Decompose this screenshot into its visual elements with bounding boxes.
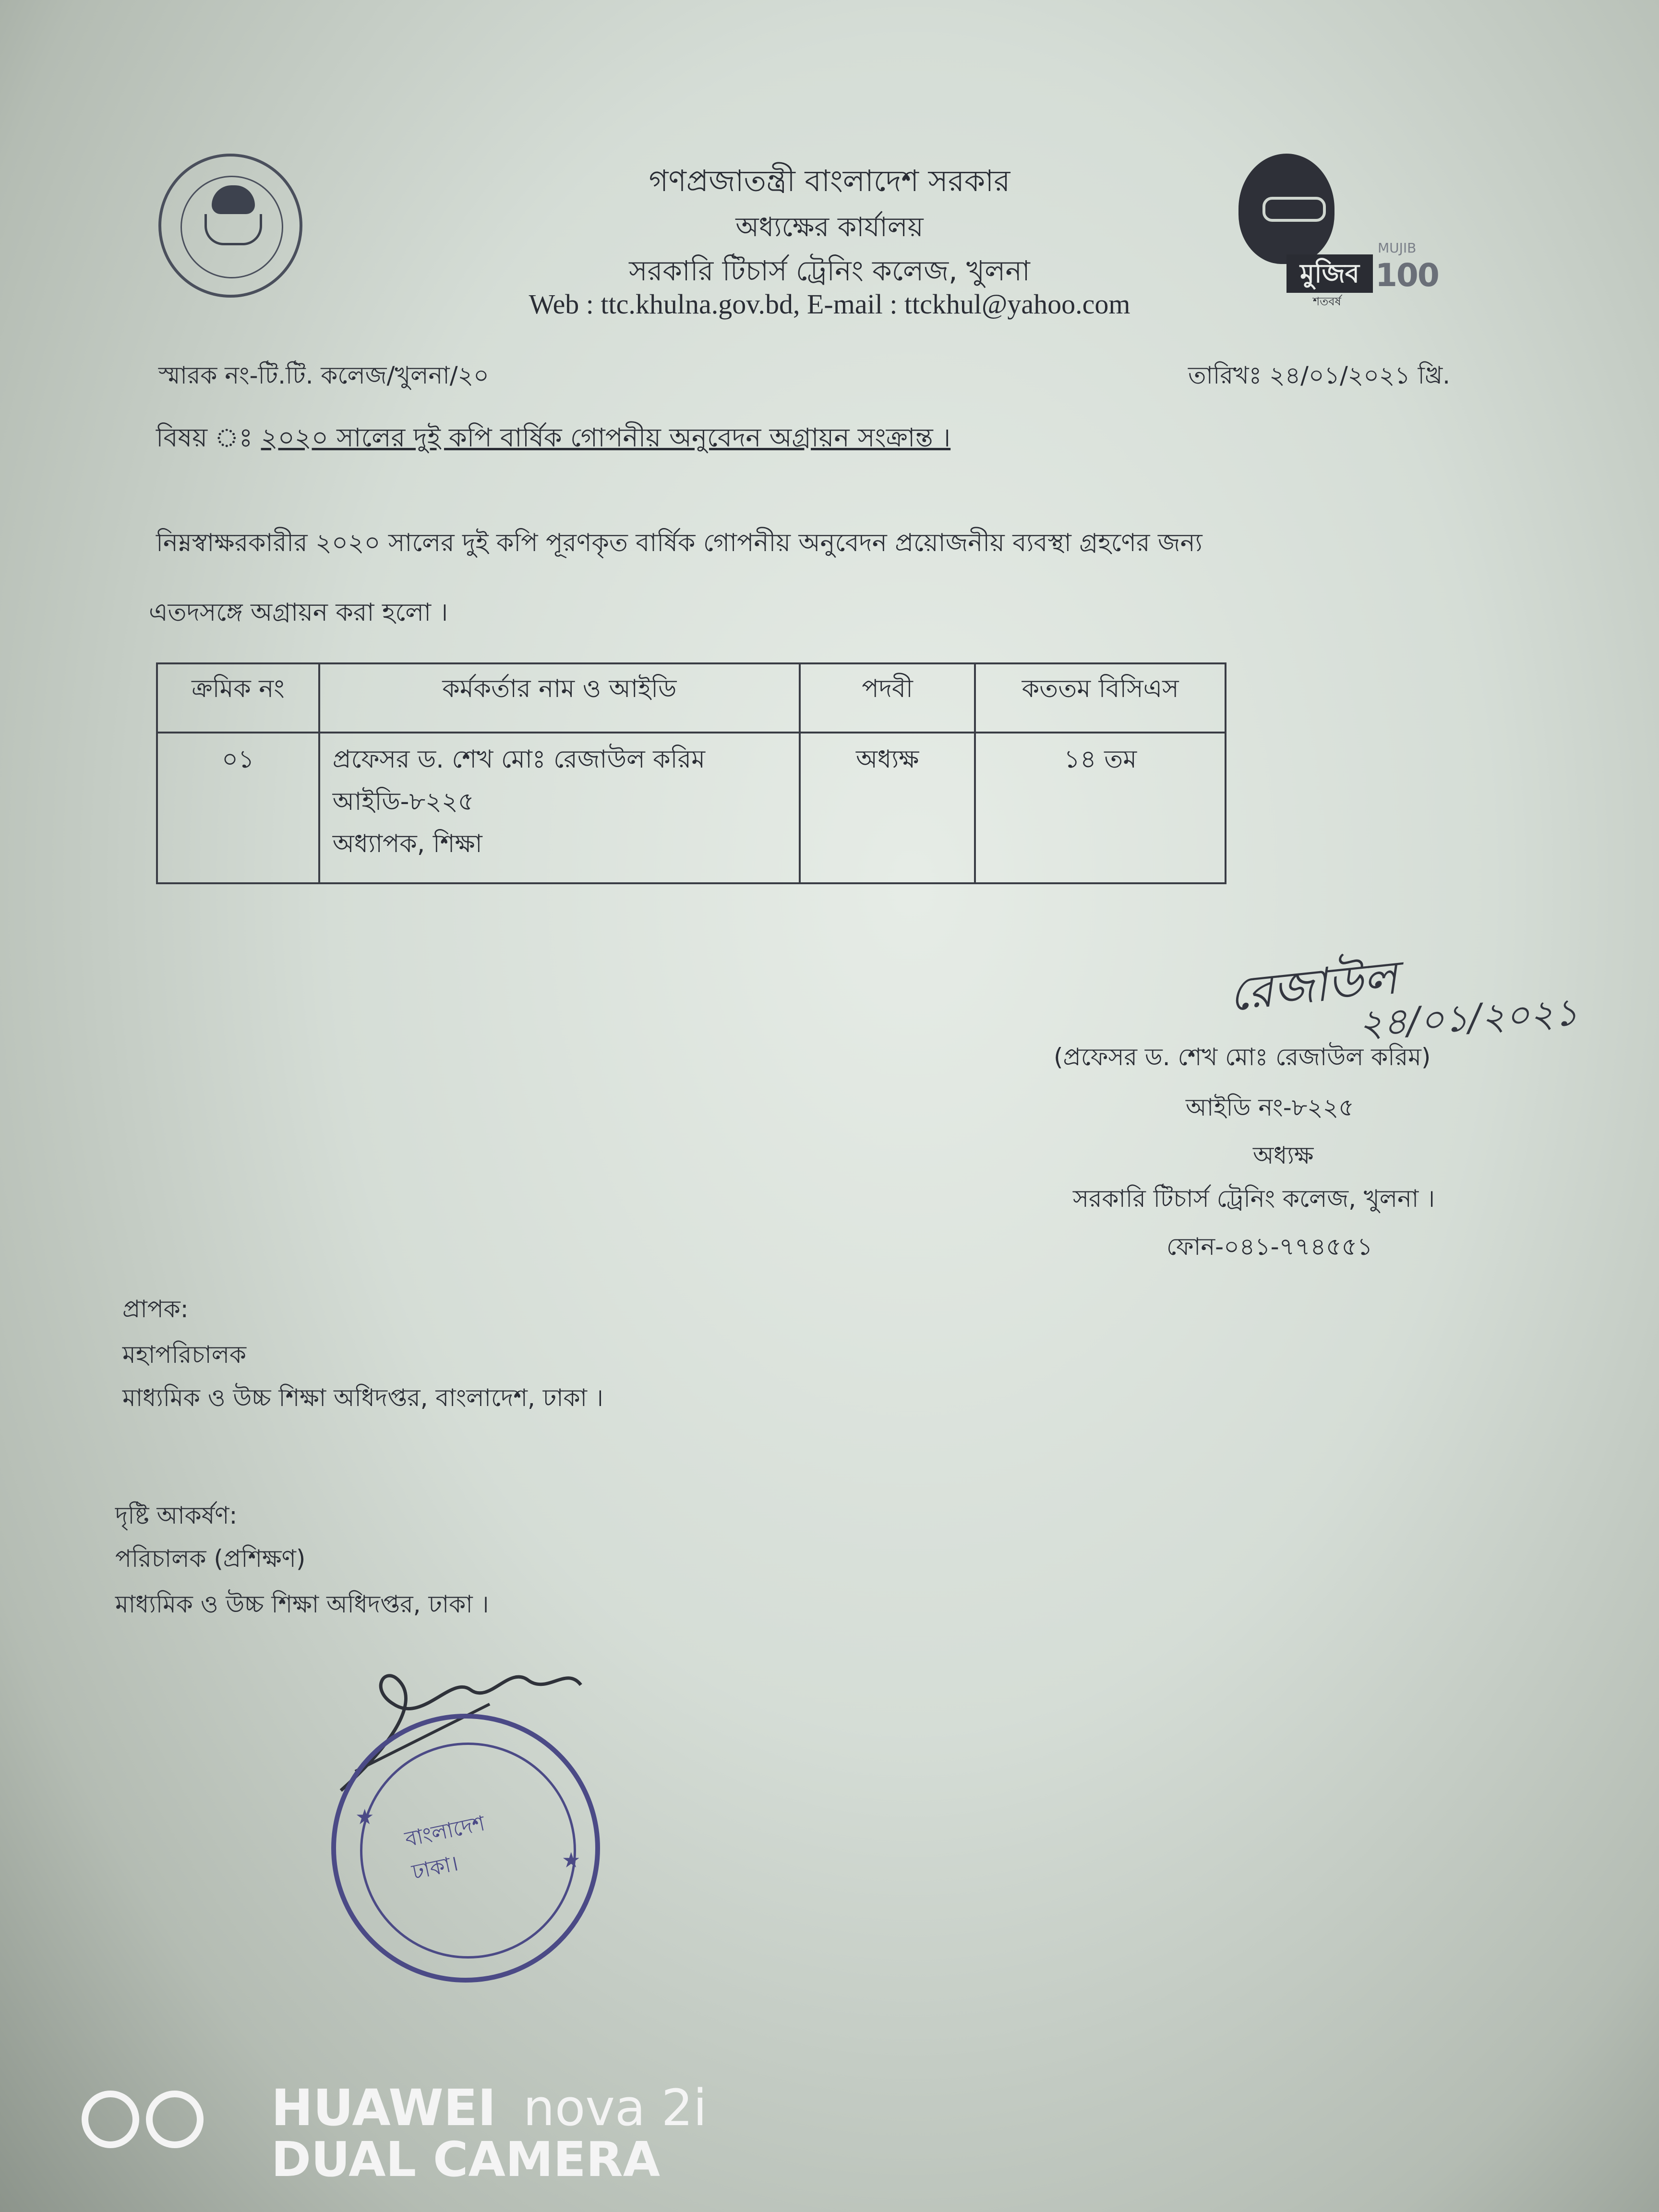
camera-model: nova 2i [523, 2079, 707, 2137]
table-header-row [157, 663, 1226, 733]
camera-rings-icon [82, 2091, 210, 2150]
subject-text: ২০২০ সালের দুই কপি বার্ষিক গোপনীয় অনুবেদন অগ্রায়ন সংক্রান্ত । [261, 422, 951, 453]
officer-dept: অধ্যাপক, শিক্ষা [332, 830, 482, 858]
signatory-org: সরকারি টিচার্স ট্রেনিং কলেজ, খুলনা । [1073, 1185, 1435, 1213]
signatory-id: আইডি নং-৮২২৫ [1186, 1094, 1354, 1121]
mujib-logo-en: MUJIB [1378, 240, 1417, 256]
table-row [157, 733, 1226, 883]
col-serial: ক্রমিক নং [157, 663, 319, 733]
memo-date: তারিখঃ ২৪/০১/২০২১ খ্রি. [1188, 361, 1451, 389]
officer-id: আইডি-৮২২৫ [332, 787, 474, 816]
stamp-line-1: বাংলাদেশ [403, 1811, 487, 1852]
stamp-line-2: ঢাকা। [409, 1851, 461, 1885]
recipient-label: প্রাপক: [122, 1295, 189, 1323]
cell-bcs: ১৪ তম [975, 733, 1226, 883]
cell-designation: অধ্যক্ষ [800, 733, 975, 883]
cell-name [319, 733, 800, 883]
attention-label: দৃষ্টি আকর্ষণ: [115, 1502, 238, 1529]
col-name: কর্মকর্তার নাম ও আইডি [319, 663, 800, 733]
body-line-1: নিম্নস্বাক্ষরকারীর ২০২০ সালের দুই কপি পূরণকৃত বার্ষিক গোপনীয় অনুবেদন প্রয়োজনীয় ব্যবস্থা গ্রহণের জন্য [156, 529, 1202, 557]
signatory-name: (প্রফেসর ড. শেখ মোঃ রেজাউল করিম) [1054, 1043, 1431, 1071]
signatory-phone: ফোন-০৪১-৭৭৪৫৫১ [1166, 1233, 1373, 1261]
officer-table [156, 662, 1226, 884]
mujib-logo-number: 100 [1375, 257, 1439, 294]
office-stamp: ★ ★ বাংলাদেশ ঢাকা। [331, 1714, 600, 1983]
handwritten-signature: রেজাউল [1226, 950, 1400, 1022]
camera-brand: HUAWEI [271, 2079, 496, 2137]
cell-serial: ০১ [157, 733, 319, 883]
gov-title: গণপ্রজাতন্ত্রী বাংলাদেশ সরকার [649, 163, 1010, 198]
web-email-line: Web : ttc.khulna.gov.bd, E-mail : ttckhul@yahoo.com [529, 289, 1130, 320]
subject-label: বিষয় ঃ [156, 422, 253, 453]
signatory-title: অধ্যক্ষ [1253, 1142, 1314, 1169]
camera-watermark-line1 [271, 2079, 707, 2137]
memo-ref: স্মারক নং-টি.টি. কলেজ/খুলনা/২০ [158, 361, 489, 389]
col-designation: পদবী [800, 663, 975, 733]
recipient-title: মহাপরিচালক [122, 1341, 246, 1369]
mujib-logo-sub: শতবর্ষ [1313, 295, 1341, 308]
subject-line [156, 418, 950, 461]
office-title: অধ্যক্ষের কার্যালয় [735, 212, 924, 243]
mujib-logo-text: মুজিব [1286, 254, 1373, 293]
recipient-org: মাধ্যমিক ও উচ্চ শিক্ষা অধিদপ্তর, বাংলাদেশ, ঢাকা । [122, 1384, 603, 1412]
attention-title: পরিচালক (প্রশিক্ষণ) [115, 1545, 306, 1573]
handwritten-date: ২৪/০১/২০২১ [1357, 991, 1579, 1046]
body-line-2: এতদসঙ্গে অগ্রায়ন করা হলো । [149, 598, 448, 627]
attention-org: মাধ্যমিক ও উচ্চ শিক্ষা অধিদপ্তর, ঢাকা । [115, 1590, 489, 1618]
col-bcs: কততম বিসিএস [975, 663, 1226, 733]
mujib-100-logo [1219, 154, 1459, 308]
camera-watermark-line2: DUAL CAMERA [271, 2131, 661, 2188]
college-name: সরকারি টিচার্স ট্রেনিং কলেজ, খুলনা [629, 254, 1030, 287]
officer-name: প্রফেসর ড. শেখ মোঃ রেজাউল করিম [332, 745, 705, 774]
